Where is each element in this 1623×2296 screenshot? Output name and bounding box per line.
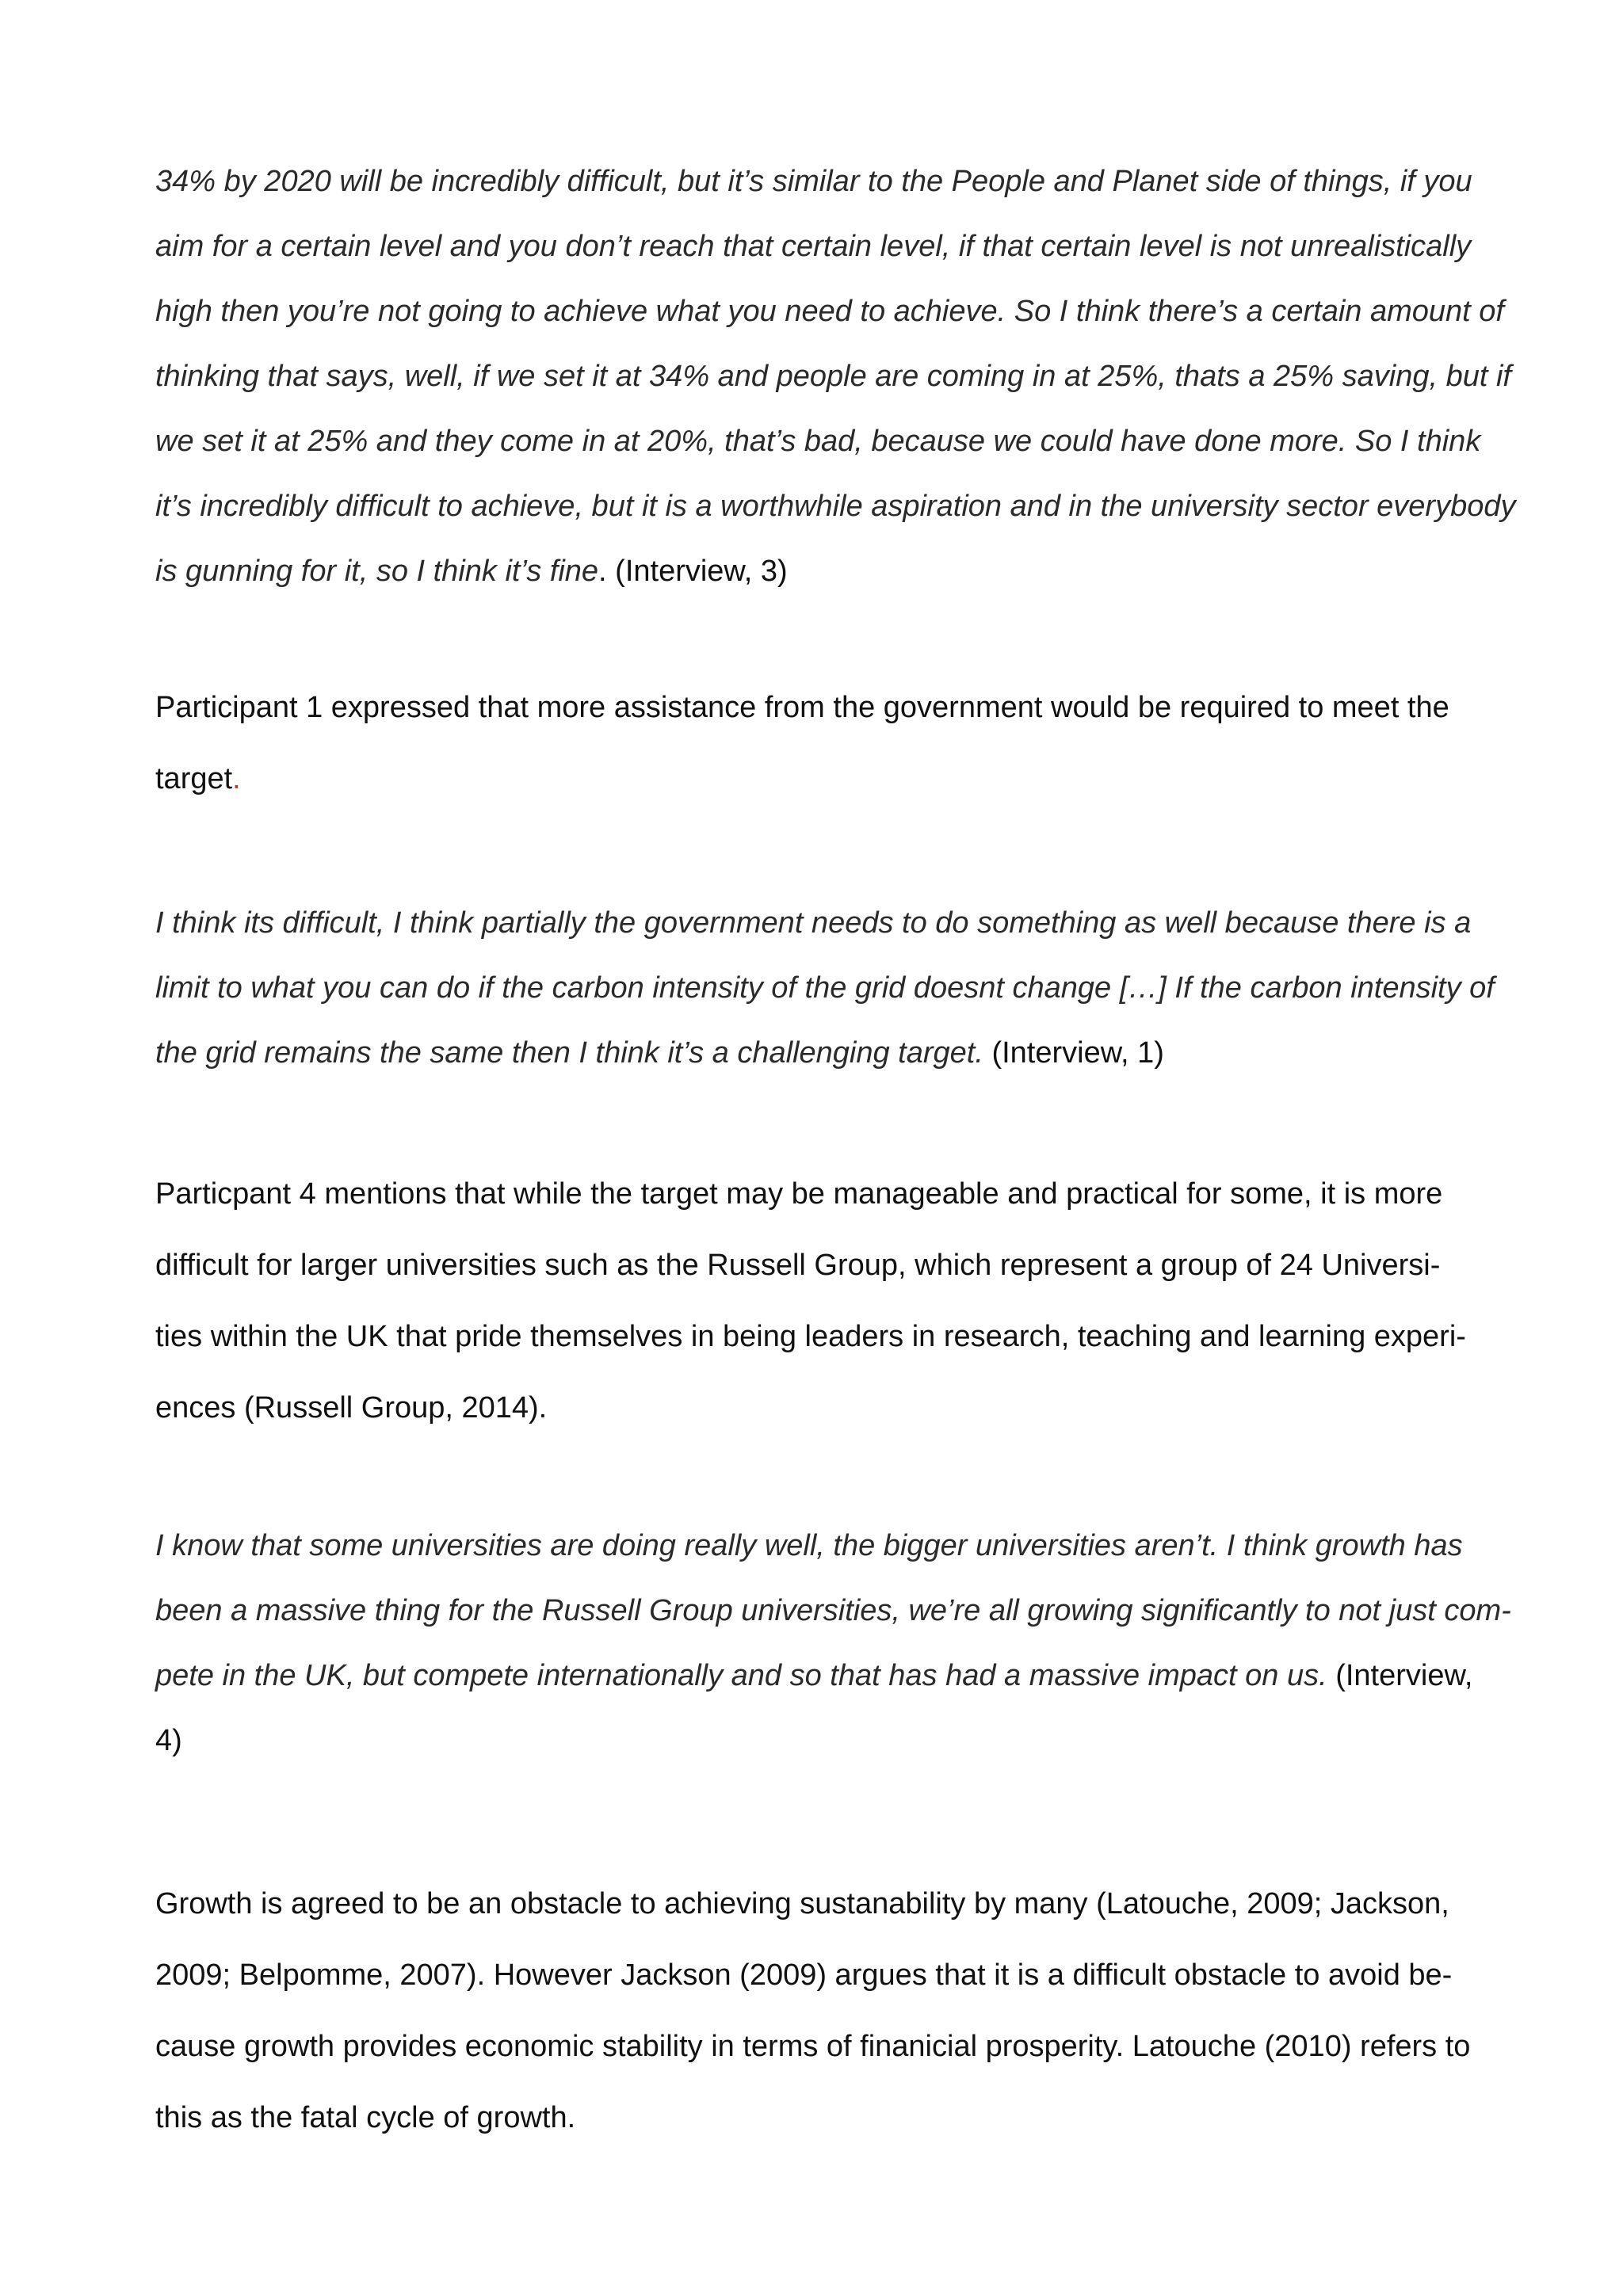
paragraph-line: ences (Russell Group, 2014). xyxy=(155,1391,548,1425)
paragraph-growth xyxy=(155,1868,1487,2153)
interview-quote-1 xyxy=(155,891,1495,1085)
paragraph-line: this as the fatal cycle of growth. xyxy=(155,2101,576,2134)
paragraph-participant-1 xyxy=(155,672,1487,814)
quote-line-last xyxy=(155,539,1487,604)
quote-line: it’s incredibly difficult to achieve, but it is a worthwhile aspiration and in the university sector everybody xyxy=(155,490,1516,523)
quote-text: pete in the UK, but compete internationally and so that has had a massive impact on us. xyxy=(155,1659,1327,1692)
quote-line-last xyxy=(155,1020,1487,1085)
quote-text: is gunning for it, so I think it’s fine xyxy=(155,555,599,588)
paragraph-line: Participant 1 expressed that more assistance from the government would be required to meet the xyxy=(155,691,1449,724)
paragraph-line: cause growth provides economic stability in terms of finanicial prosperity. Latouche (2010) refers to xyxy=(155,2030,1471,2063)
paragraph-line: 2009; Belpomme, 2007). However Jackson (2009) argues that it is a difficult obstacle to avoid be- xyxy=(155,1958,1453,1992)
quote-line: high then you’re not going to achieve what you need to achieve. So I think there’s a certain amount of xyxy=(155,295,1504,328)
interview-quote-4 xyxy=(155,1513,1511,1773)
quote-line: aim for a certain level and you don’t reach that certain level, if that certain level is not unrealistically xyxy=(155,230,1472,263)
citation-number: 4) xyxy=(155,1724,182,1757)
quote-line: I think its difficult, I think partially the government needs to do something as well because there is a xyxy=(155,906,1472,940)
paragraph-text: target xyxy=(155,762,233,795)
quote-line: limit to what you can do if the carbon intensity of the grid doesnt change […] If the carbon intensity of xyxy=(155,971,1495,1005)
interview-quote-3 xyxy=(155,149,1516,604)
end-mark: . xyxy=(232,762,241,795)
citation: (Interview, 1) xyxy=(983,1036,1164,1070)
citation: . (Interview, 3) xyxy=(598,555,788,588)
quote-text: the grid remains the same then I think it’s a challenging target. xyxy=(155,1036,983,1070)
citation: (Interview, xyxy=(1327,1659,1473,1692)
paragraph-line: difficult for larger universities such as the Russell Group, which represent a group of 24 Universi- xyxy=(155,1249,1441,1282)
citation-tail xyxy=(155,1708,1487,1773)
paragraph-line-last xyxy=(155,743,1487,814)
quote-line: 34% by 2020 will be incredibly difficult, but it’s similar to the People and Planet side of things, if you xyxy=(155,165,1472,198)
quote-line: I know that some universities are doing really well, the bigger universities aren’t. I think growth has xyxy=(155,1529,1463,1562)
quote-line: been a massive thing for the Russell Group universities, we’re all growing significantly to not just com- xyxy=(155,1594,1511,1627)
paragraph-line: Growth is agreed to be an obstacle to achieving sustanability by many (Latouche, 2009; Jackson, xyxy=(155,1887,1449,1920)
paragraph-line: ties within the UK that pride themselves in being leaders in research, teaching and learning experi- xyxy=(155,1320,1466,1353)
quote-line: we set it at 25% and they come in at 20%, that’s bad, because we could have done more. So I think xyxy=(155,425,1481,458)
paragraph-participant-4 xyxy=(155,1158,1487,1444)
quote-line: thinking that says, well, if we set it at 34% and people are coming in at 25%, thats a 25% saving, but if xyxy=(155,360,1511,393)
quote-line-last xyxy=(155,1643,1487,1708)
paragraph-line: Particpant 4 mentions that while the target may be manageable and practical for some, it is more xyxy=(155,1177,1443,1211)
